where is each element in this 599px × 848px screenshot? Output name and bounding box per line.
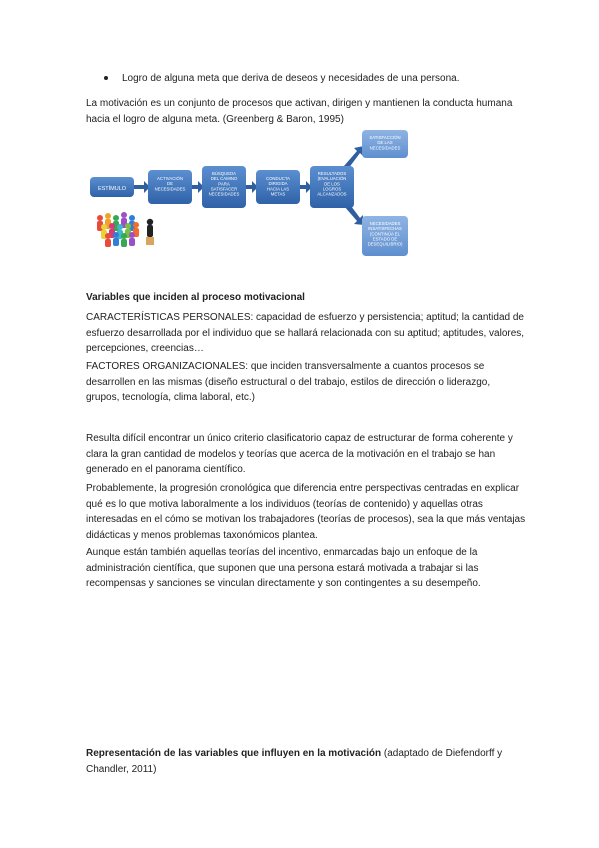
box-satisfaccion-line: NECESIDADES xyxy=(369,145,401,151)
box-satisfaccion-line: SATISFACCIÓN xyxy=(369,135,401,140)
section-heading: Variables que inciden al proceso motivacional xyxy=(86,292,305,303)
box-activacion-line: NECESIDADES xyxy=(154,186,186,192)
box-insatisfechas-text xyxy=(368,221,403,247)
box-insatisfechas xyxy=(362,216,408,256)
box-satisfaccion-line: DE LAS xyxy=(377,140,393,146)
box-activacion-line: DE xyxy=(167,181,173,187)
paragraph-organizacionales: FACTORES ORGANIZACIONALES: que inciden transversalmente a cuantos procesos se desarrollen en las mismas (diseño estructural o del trabajo, estilos de dirección o liderazgo, grupos, tecnología, clima laboral, etc.) xyxy=(86,361,491,403)
paragraph-dificil: Resulta difícil encontrar un único criterio clasificatorio capaz de estructurar de forma coherente y clara la gran cantidad de modelos y teorías que acerca de la motivación en el trabajo se han generado en el panorama científico. xyxy=(86,433,513,475)
box-insatisfechas-line: (CONTINÚA EL xyxy=(369,231,401,237)
box-busqueda-line: DEL CAMINO xyxy=(210,176,238,182)
box-activacion-line: ACTIVACIÓN xyxy=(157,176,183,181)
box-resultados-line: RESULTADOS xyxy=(317,171,347,176)
box-estimulo-text xyxy=(98,185,127,192)
paragraph-probable: Probablemente, la progresión cronológica que diferencia entre perspectivas centradas en explicar qué es lo que motiva laboralmente a los individuos (teorías de contenido) y aquellas otras interesadas en el cómo se motivan los trabajadores (teorías de procesos), sea la que más ventajas didácticas y menos problemas taxonómicos plantea. xyxy=(86,483,526,541)
box-busqueda-line: SATISFACER xyxy=(210,186,238,192)
box-resultados-line: (EVALUACIÓN xyxy=(317,176,347,182)
footer-caption-normal: (adaptado de Diefendorff y Chandler, 2011) xyxy=(86,748,503,775)
box-activacion xyxy=(148,170,192,204)
footer-caption xyxy=(86,746,526,777)
box-conducta-line: CONDUCTA xyxy=(265,176,291,181)
box-resultados-line: ALCANZADOS xyxy=(317,191,347,197)
motivation-process-diagram xyxy=(86,126,416,284)
box-busqueda-line: NECESIDADES xyxy=(208,191,240,197)
box-insatisfechas-line: INSATISFECHAS xyxy=(368,226,402,232)
box-satisfaccion xyxy=(362,130,408,158)
box-resultados-line: DE LOS xyxy=(324,181,340,187)
crowd-illustration xyxy=(97,212,154,247)
box-conducta-line: METAS xyxy=(270,191,286,197)
box-conducta-line: DIRIGIDA xyxy=(268,181,288,187)
box-estimulo-line: ESTÍMULO xyxy=(97,186,127,192)
box-estimulo xyxy=(90,177,134,197)
box-busqueda xyxy=(202,166,246,208)
paragraph-aunque: Aunque están también aquellas teorías del incentivo, enmarcadas bajo un enfoque de la administración científica, que suponen que una persona estará motivada a trabajar si las recompensas y sanciones se vinculan directamente y son contingentes a su desempeño. xyxy=(86,547,481,589)
paragraph-personales: CARACTERÍSTICAS PERSONALES: capacidad de esfuerzo y persistencia; aptitud; la cantidad de esfuerzo desarrollada por el individuo que se hallará relacionada con su aptitud; aptitudes, valores, percepciones, creencias… xyxy=(86,312,525,354)
bullet-text: Logro de alguna meta que deriva de deseos y necesidades de una persona. xyxy=(122,73,460,84)
bullet-dot-icon xyxy=(104,76,108,80)
intro-paragraph: La motivación es un conjunto de procesos que activan, dirigen y mantienen la conducta humana hacia el logro de alguna meta. (Greenberg & Baron, 1995) xyxy=(86,98,513,125)
box-resultados-line: LOGROS xyxy=(322,186,342,192)
box-insatisfechas-line: NECESIDADES xyxy=(369,221,401,226)
box-conducta-line: HACIA LAS xyxy=(266,186,290,192)
box-busqueda-line: PARA xyxy=(218,181,230,187)
box-busqueda-line: BÚSQUEDA xyxy=(211,171,237,176)
box-resultados xyxy=(310,166,354,208)
footer-caption-bold: Representación de las variables que influyen en la motivación xyxy=(86,748,382,759)
box-insatisfechas-line: ESTADO DE xyxy=(372,236,398,242)
box-conducta xyxy=(256,170,300,204)
box-insatisfechas-line: DESEQUILIBRIO) xyxy=(367,241,403,247)
